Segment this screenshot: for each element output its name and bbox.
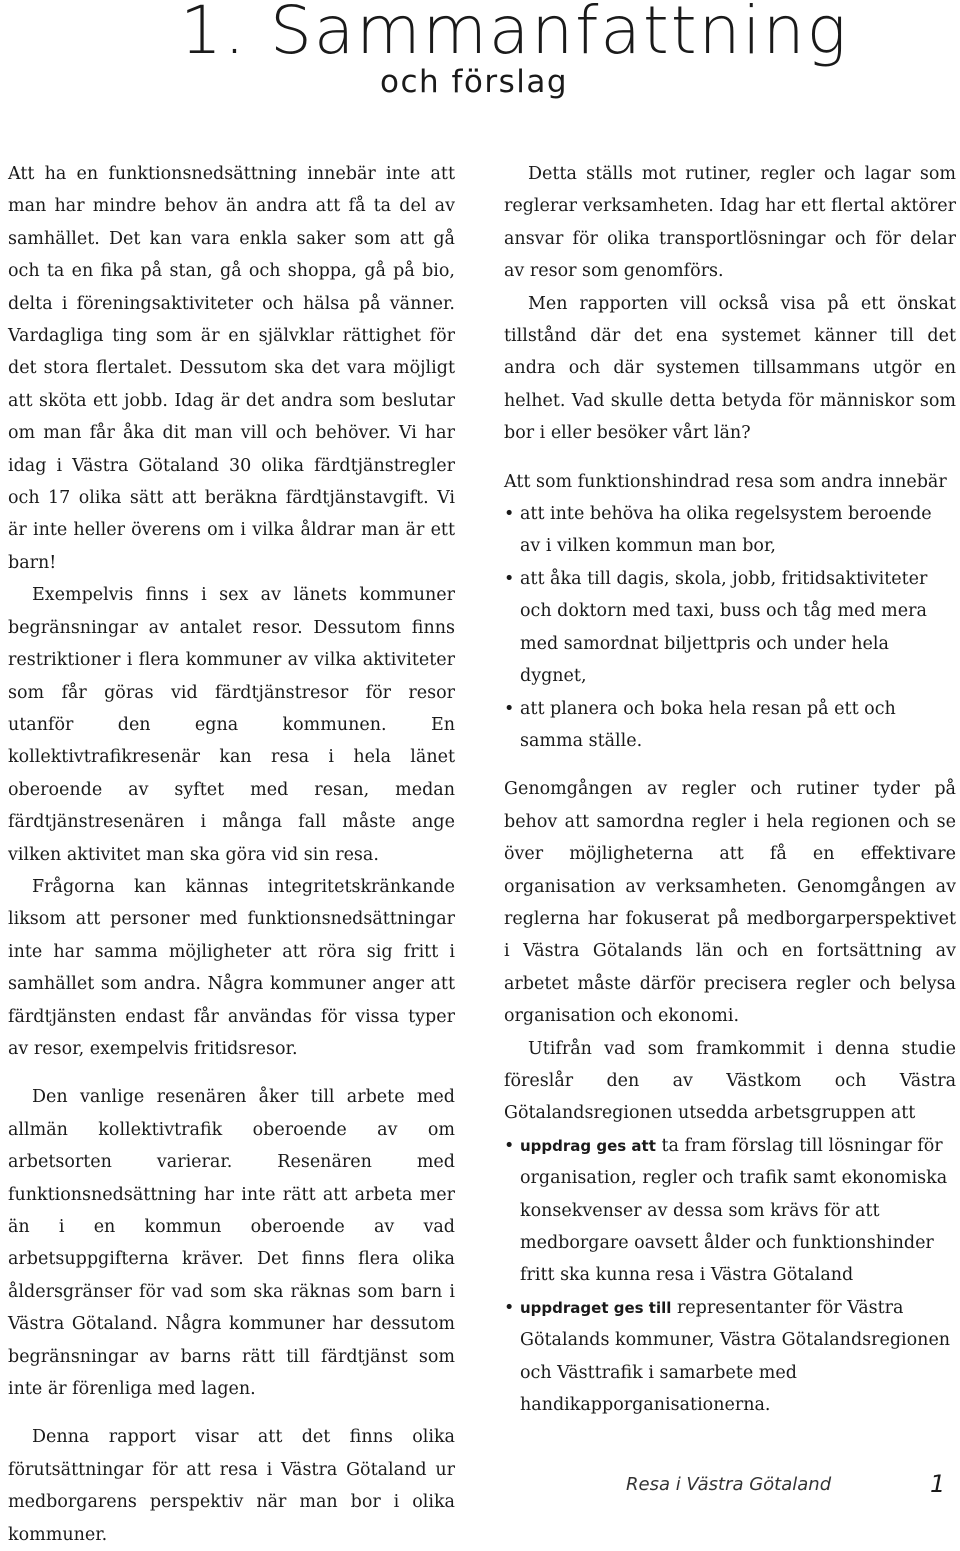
proposal-text: representanter för Västra Götalands kommuner, Västra Götalandsregionen och Västtrafik i samarbete med handikapporganisationerna. — [520, 1297, 951, 1416]
list-item: • att åka till dagis, skola, jobb, fritidsaktiviteter och doktorn med taxi, buss och tåg med mera med samordnat biljettpris och under hela dygnet, — [504, 563, 956, 693]
footer-publication: Resa i Västra Götaland — [626, 1474, 832, 1495]
paragraph: Exempelvis finns i sex av länets kommuner begränsningar av antalet resor. Dessutom finns restriktioner i flera kommuner av vilka aktiviteter som får göras vid färdtjänstresor för resor utanför den egna kommunen. En kollektivtrafikresenär kan resa i hela länet oberoende av syftet med resan, medan färdtjänstresenären i många fall måste ange vilken aktivitet man ska göra vid sin resa. — [8, 585, 455, 865]
list-item — [504, 1130, 956, 1292]
paragraph: Men rapporten vill också visa på ett önskat tillstånd där det ena systemet känner till det andra och där systemen tillsammans utgör en helhet. Vad skulle detta betyda för människor som bor i eller besöker vårt län? — [504, 293, 956, 444]
list-item: • att planera och boka hela resan på ett och samma ställe. — [504, 693, 956, 758]
paragraph: Att ha en funktionsnedsättning innebär inte att man har mindre behov än andra att få ta del av samhället. Det kan vara enkla saker som att gå och ta en fika på stan, gå och shoppa, gå på bio, delta i föreningsaktiviteter och hälsa på vänner. Vardagliga ting som är en självklar rättighet för det stora flertalet. Dessutom ska det vara möjligt att sköta ett jobb. Idag är det andra som beslutar om man får åka dit man vill och behöver. Vi har idag i Västra Götaland 30 olika färdtjänstregler och 17 olika sätt att beräkna färdtjänstavgift. Vi är inte heller överens om i vilka åldrar man är ett barn! — [8, 164, 455, 573]
list-item: • att inte behöva ha olika regelsystem beroende av i vilken kommun man bor, — [504, 498, 956, 563]
list-item — [504, 1292, 956, 1422]
paragraph: Frågorna kan kännas integritetskränkande liksom att personer med funktionsnedsättningar inte har samma möjligheter att röra sig fritt i samhället som andra. Några kommuner anger att färdtjänsten endast får användas för vissa typer av resor, exempelvis fritidsresor. — [8, 876, 455, 1059]
paragraph: Den vanlige resenären åker till arbete med allmän kollektivtrafik oberoende av om arbetsorten varierar. Resenären med funktionsnedsättning har inte rätt att arbeta mer än i en kommun oberoende av vad arbetsuppgifterna kräver. Det finns flera olika åldersgränser för vad som ska räknas som barn i Västra Götaland. Några kommuner har dessutom begränsningar av barns rätt till färdtjänst som inte är förenliga med lagen. — [8, 1087, 455, 1400]
paragraph: Genomgången av regler och rutiner tyder på behov att samordna regler i hela regionen och se över möjligheterna att få en effektivare organisation av verksamheten. Genomgången av reglerna har fokuserat på medborgarperspektivet i Västra Götalands län och en fortsättning av arbetet måste därför precisera regler och belysa organisation och ekonomi. — [504, 779, 956, 1027]
page-title: 1. Sammanfattning — [180, 0, 849, 69]
paragraph: Detta ställs mot rutiner, regler och lagar som reglerar verksamheten. Idag har ett flertal aktörer ansvar för olika transportlösningar och för delar av resor som genomförs. — [504, 164, 956, 282]
proposal-lead: uppdraget ges till — [520, 1298, 672, 1317]
paragraph: Utifrån vad som framkommit i denna studie föreslår den av Västkom och Västra Götalandsregionen utsedda arbetsgruppen att — [504, 1038, 956, 1124]
proposal-list — [504, 1130, 956, 1422]
bullet-list — [504, 498, 956, 757]
page-number: 1 — [930, 1470, 946, 1498]
page-subtitle: och förslag — [380, 64, 569, 100]
paragraph: Att som funktionshindrad resa som andra innebär — [504, 471, 947, 492]
paragraph: Denna rapport visar att det finns olika förutsättningar för att resa i Västra Götaland ur medborgarens perspektiv när man bor i olika kommuner. — [8, 1427, 455, 1545]
right-column — [504, 158, 956, 1421]
proposal-text: ta fram förslag till lösningar för organisation, regler och trafik samt ekonomiska konsekvenser av dessa som krävs för att medborgare oavsett ålder och funktionshinder fritt ska kunna resa i Västra Götaland — [520, 1135, 948, 1286]
left-column — [8, 158, 455, 1551]
proposal-lead: uppdrag ges att — [520, 1136, 656, 1155]
